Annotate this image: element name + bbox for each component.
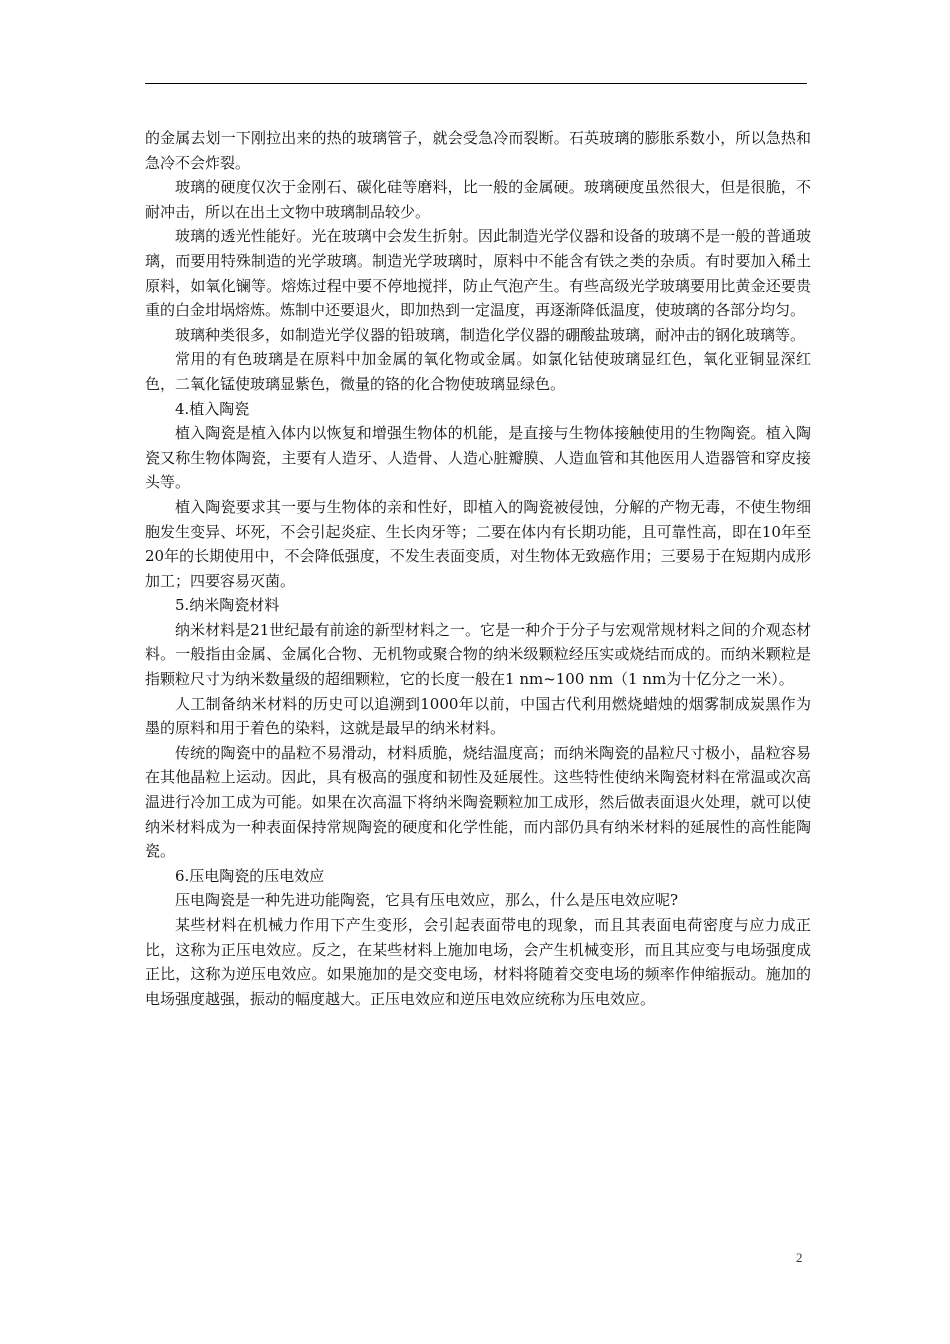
paragraph: 玻璃的透光性能好。光在玻璃中会发生折射。因此制造光学仪器和设备的玻璃不是一般的普通玻璃，而要用特殊制造的光学玻璃。制造光学玻璃时，原料中不能含有铁之类的杂质。有时要加入稀土原料，如氧化镧等。熔炼过程中要不停地搅拌，防止气泡产生。有些高级光学玻璃要用比黄金还要贵重的白金坩埚熔炼。炼制中还要退火，即加热到一定温度，再逐渐降低温度，使玻璃的各部分均匀。 <box>145 227 811 320</box>
paragraph: 常用的有色玻璃是在原料中加金属的氧化物或金属。如氯化钴使玻璃显红色，氧化亚铜显深红色，二氧化锰使玻璃显紫色，微量的铬的化合物使玻璃显绿色。 <box>145 350 811 393</box>
paragraph: 人工制备纳米材料的历史可以追溯到1000年以前，中国古代利用燃烧蜡烛的烟雾制成炭黑作为墨的原料和用于着色的染料，这就是最早的纳米材料。 <box>145 694 811 738</box>
body-text <box>145 126 811 1011</box>
paragraph: 某些材料在机械力作用下产生变形，会引起表面带电的现象，而且其表面电荷密度与应力成正比，这称为正压电效应。反之，在某些材料上施加电场，会产生机械变形，而且其应变与电场强度成正比，这称为逆压电效应。如果施加的是交变电场，材料将随着交变电场的频率作伸缩振动。施加的电场强度越强，振动的幅度越大。正压电效应和逆压电效应统称为压电效应。 <box>145 916 811 1008</box>
paragraph: 纳米材料是21世纪最有前途的新型材料之一。它是一种介于分子与宏观常规材料之间的介观态材料。一般指由金属、金属化合物、无机物或聚合物的纳米级颗粒经压实或烧结而成的。而纳米颗粒是指颗粒尺寸为纳米数量级的超细颗粒，它的长度一般在1 nm~100 nm（1 nm为十亿分之一米）。 <box>145 620 811 689</box>
section-heading: 4.植入陶瓷 <box>175 399 250 418</box>
page-number: 2 <box>796 1250 803 1265</box>
paragraph: 植入陶瓷是植入体内以恢复和增强生物体的机能，是直接与生物体接触使用的生物陶瓷。植入陶瓷又称生物体陶瓷，主要有人造牙、人造骨、人造心脏瓣膜、人造血管和其他医用人造器管和穿皮接头等。 <box>145 424 811 492</box>
section-heading: 6.压电陶瓷的压电效应 <box>175 866 325 885</box>
section-heading: 5.纳米陶瓷材料 <box>175 596 280 615</box>
paragraph: 植入陶瓷要求其一要与生物体的亲和性好，即植入的陶瓷被侵蚀，分解的产物无毒，不使生物细胞发生变异、坏死，不会引起炎症、生长肉牙等；二要在体内有长期功能，且可靠性高，即在10年至20年的长期使用中，不会降低强度，不发生表面变质，对生物体无致癌作用；三要易于在短期内成形加工；四要容易灭菌。 <box>145 497 811 590</box>
paragraph: 传统的陶瓷中的晶粒不易滑动，材料质脆，烧结温度高；而纳米陶瓷的晶粒尺寸极小，晶粒容易在其他晶粒上运动。因此，具有极高的强度和韧性及延展性。这些特性使纳米陶瓷材料在常温或次高温进行冷加工成为可能。如果在次高温下将纳米陶瓷颗粒加工成形，然后做表面退火处理，就可以使纳米材料成为一种表面保持常规陶瓷的硬度和化学性能，而内部仍具有纳米材料的延展性的高性能陶瓷。 <box>145 743 811 861</box>
paragraph: 玻璃的硬度仅次于金刚石、碳化硅等磨料，比一般的金属硬。玻璃硬度虽然很大，但是很脆，不耐冲击，所以在出土文物中玻璃制品较少。 <box>145 178 811 221</box>
paragraph: 压电陶瓷是一种先进功能陶瓷，它具有压电效应，那么，什么是压电效应呢? <box>175 891 679 910</box>
header-rule <box>145 83 807 84</box>
paragraph-continuation: 的金属去划一下刚拉出来的热的玻璃管子，就会受急冷而裂断。石英玻璃的膨胀系数小，所以急热和急冷不会炸裂。 <box>145 129 811 172</box>
paragraph: 玻璃种类很多，如制造光学仪器的铅玻璃，制造化学仪器的硼酸盐玻璃，耐冲击的钢化玻璃等。 <box>175 325 806 344</box>
